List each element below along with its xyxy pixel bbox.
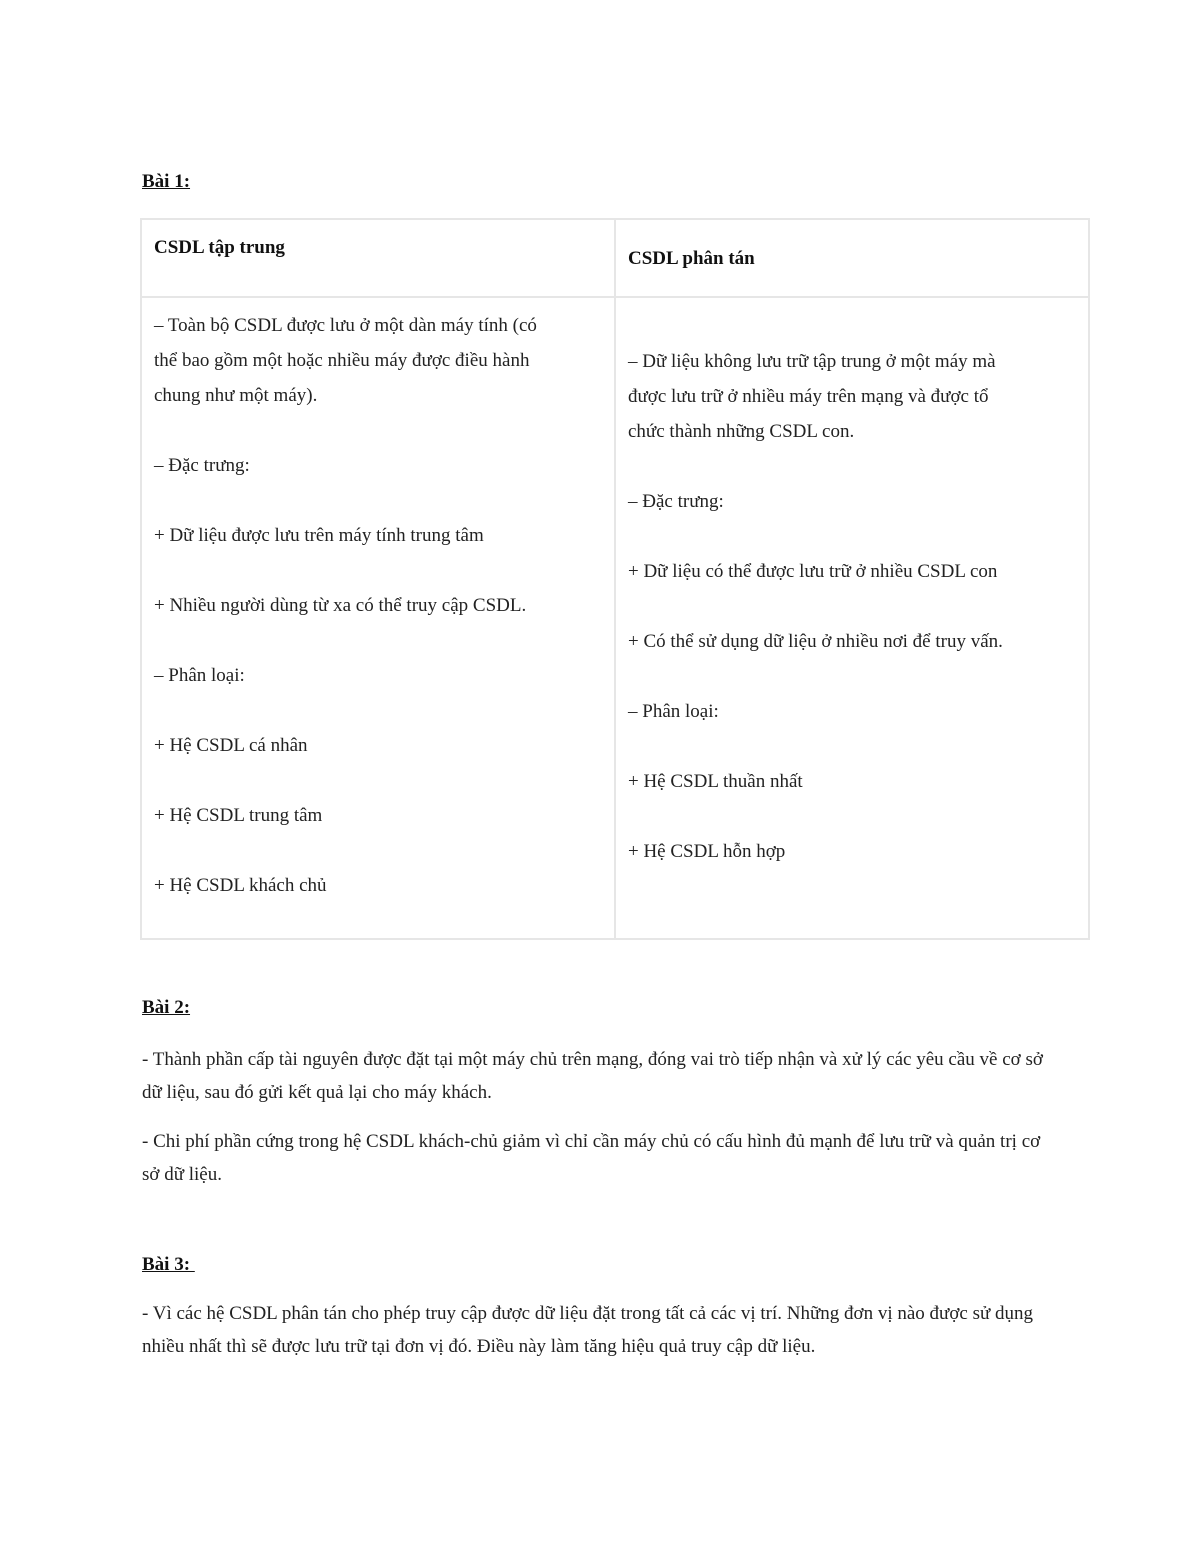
line-gap <box>628 519 1076 554</box>
comparison-table <box>140 218 1090 940</box>
cell-line: + Dữ liệu được lưu trên máy tính trung tâm <box>154 525 484 546</box>
header-centralized-db: CSDL tập trung <box>141 219 615 297</box>
line-gap <box>628 659 1076 694</box>
bai3-heading: Bài 3: <box>142 1254 195 1275</box>
header-distributed-db: CSDL phân tán <box>615 219 1089 297</box>
line-gap <box>154 623 602 658</box>
cell-line: – Phân loại: <box>154 665 245 686</box>
cell-centralized-db <box>141 297 615 939</box>
table-header-row <box>141 219 1089 297</box>
line-gap <box>628 589 1076 624</box>
cell-line: + Hệ CSDL cá nhân <box>154 735 308 756</box>
bai2-paragraph: - Thành phần cấp tài nguyên được đặt tại một máy chủ trên mạng, đóng vai trò tiếp nhận và xử lý các yêu cầu về cơ sở dữ liệu, sau đó gửi kết quả lại cho máy khách. <box>142 1049 1043 1103</box>
cell-line: + Hệ CSDL trung tâm <box>154 805 323 826</box>
bai2-heading: Bài 2: <box>142 997 191 1018</box>
cell-line: – Đặc trưng: <box>628 491 724 512</box>
line-gap <box>154 833 602 868</box>
line-gap <box>628 729 1076 764</box>
cell-distributed-db <box>615 297 1089 939</box>
line-gap <box>154 483 602 518</box>
line-gap <box>628 799 1076 834</box>
line-gap <box>154 553 602 588</box>
table-row <box>141 297 1089 939</box>
bai1-heading: Bài 1: <box>142 171 191 192</box>
cell-line: chức thành những CSDL con. <box>628 421 855 442</box>
cell-line: + Hệ CSDL thuần nhất <box>628 771 803 792</box>
cell-line: – Đặc trưng: <box>154 455 250 476</box>
cell-line: chung như một máy). <box>154 385 318 406</box>
cell-line: + Có thể sử dụng dữ liệu ở nhiều nơi để truy vấn. <box>628 631 1003 652</box>
cell-line: thể bao gồm một hoặc nhiều máy được điều hành <box>154 350 530 371</box>
cell-line: được lưu trữ ở nhiều máy trên mạng và được tổ <box>628 386 989 407</box>
cell-line: – Toàn bộ CSDL được lưu ở một dàn máy tính (có <box>154 315 537 336</box>
line-gap <box>154 413 602 448</box>
line-gap <box>154 763 602 798</box>
bai3-paragraph: - Vì các hệ CSDL phân tán cho phép truy cập được dữ liệu đặt trong tất cả các vị trí. Những đơn vị nào được sử dụng nhiều nhất thì sẽ được lưu trữ tại đơn vị đó. Điều này làm tăng hiệu quả truy cập dữ liệu. <box>142 1303 1034 1357</box>
line-gap <box>154 693 602 728</box>
cell-line: – Dữ liệu không lưu trữ tập trung ở một máy mà <box>628 351 996 372</box>
cell-line: + Nhiều người dùng từ xa có thể truy cập CSDL. <box>154 595 527 616</box>
cell-line: + Hệ CSDL khách chủ <box>154 875 327 896</box>
line-gap <box>628 449 1076 484</box>
cell-line: – Phân loại: <box>628 701 719 722</box>
cell-line: + Dữ liệu có thể được lưu trữ ở nhiều CSDL con <box>628 561 998 582</box>
bai2-paragraph: - Chi phí phần cứng trong hệ CSDL khách-chủ giảm vì chỉ cần máy chủ có cấu hình đủ mạnh để lưu trữ và quản trị cơ sở dữ liệu. <box>142 1131 1041 1185</box>
cell-line: + Hệ CSDL hỗn hợp <box>628 841 786 862</box>
